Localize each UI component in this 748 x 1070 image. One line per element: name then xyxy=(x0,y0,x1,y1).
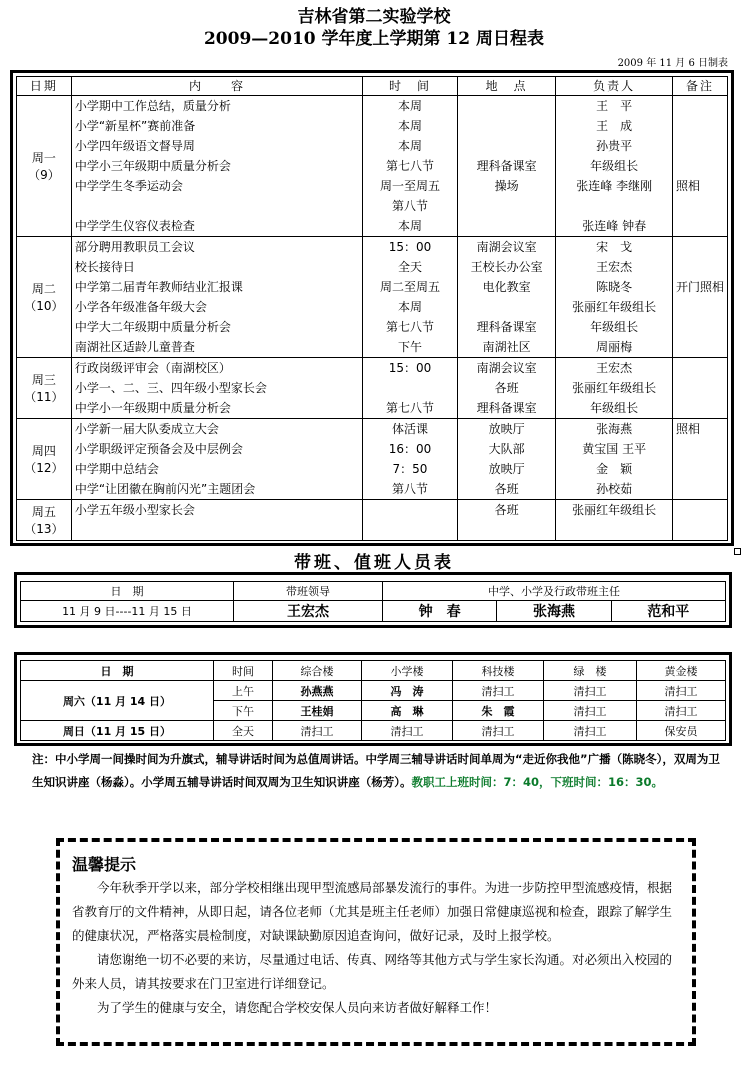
schedule-day-row xyxy=(17,419,728,500)
schedule-content-line: 中学学生冬季运动会 xyxy=(74,179,183,193)
tips-box xyxy=(56,838,696,1046)
schedule-time-line: 15：00 xyxy=(388,240,432,254)
schedule-content-line: 部分聘用教职员工会议 xyxy=(74,240,195,254)
wk-sat: 周六（11 月 14 日） xyxy=(21,681,214,721)
schedule-content-line: 中学小三年级期中质量分析会 xyxy=(74,159,231,173)
duty-table xyxy=(20,581,726,622)
schedule-content-line: 小学“新星杯”赛前准备 xyxy=(74,119,196,133)
schedule-note-line xyxy=(676,136,724,156)
schedule-content-cell xyxy=(71,500,362,541)
wk-header-col: 绿 楼 xyxy=(544,661,637,681)
schedule-note-line xyxy=(676,156,724,176)
duty-head: 钟 春 xyxy=(383,601,497,622)
schedule-place-line: 王校长办公室 xyxy=(470,260,543,274)
schedule-person-line: 张丽红年级组长 xyxy=(572,381,657,395)
wk-header-col: 科技楼 xyxy=(453,661,544,681)
schedule-note-cell xyxy=(672,358,727,419)
schedule-place-line: 操场 xyxy=(494,179,519,193)
wk-cell: 保安员 xyxy=(637,721,726,741)
schedule-time-cell xyxy=(363,358,458,419)
wk-cell: 高 琳 xyxy=(362,701,453,721)
duty-head: 张海燕 xyxy=(497,601,611,622)
schedule-time-line: 本周 xyxy=(397,219,422,233)
schedule-place-line: 大队部 xyxy=(488,442,525,456)
header-date: 日期 xyxy=(17,77,72,96)
schedule-person-line: 张丽红年级组长 xyxy=(572,503,657,517)
schedule-table xyxy=(16,76,728,541)
wk-cell: 孙燕燕 xyxy=(273,681,362,701)
schedule-time-line xyxy=(366,520,454,540)
wk-header-time: 时间 xyxy=(214,661,273,681)
schedule-content-cell xyxy=(71,96,362,237)
day-label: 周三 xyxy=(31,373,56,387)
header-person: 负责人 xyxy=(556,77,673,96)
schedule-time-line: 15：00 xyxy=(388,361,432,375)
schedule-note-line xyxy=(676,337,724,357)
wk-cell: 朱 霞 xyxy=(453,701,544,721)
schedule-time-line: 下午 xyxy=(397,340,422,354)
schedule-time-line xyxy=(366,378,454,398)
schedule-day-row xyxy=(17,500,728,541)
schedule-note-line xyxy=(676,196,724,216)
schedule-place-line xyxy=(461,297,553,317)
schedule-note-line xyxy=(676,257,724,277)
day-number: （10） xyxy=(24,299,64,313)
schedule-time-line xyxy=(366,500,454,520)
day-cell xyxy=(17,419,72,500)
schedule-note-line xyxy=(676,500,724,520)
schedule-person-cell xyxy=(556,96,673,237)
wk-cell: 清扫工 xyxy=(273,721,362,741)
schedule-time-line: 16：00 xyxy=(388,442,432,456)
schedule-time-line: 本周 xyxy=(397,99,422,113)
wk-sun: 周日（11 月 15 日） xyxy=(21,721,214,741)
day-label: 周一 xyxy=(31,151,56,165)
schedule-person-line: 孙贵平 xyxy=(596,139,633,153)
schedule-content-line: 行政岗级评审会（南湖校区） xyxy=(74,361,231,375)
schedule-content-line: 小学新一届大队委成立大会 xyxy=(74,422,219,436)
wk-cell: 清扫工 xyxy=(637,701,726,721)
wk-cell: 清扫工 xyxy=(544,701,637,721)
schedule-person-line: 张连峰 钟春 xyxy=(582,219,647,233)
wk-header-col: 综合楼 xyxy=(273,661,362,681)
schedule-content-line: 南湖社区适龄儿童普查 xyxy=(74,340,195,354)
header-note: 备注 xyxy=(672,77,727,96)
schedule-note-line xyxy=(676,398,724,418)
schedule-note-line xyxy=(676,297,724,317)
schedule-content-line: 小学期中工作总结，质量分析 xyxy=(74,99,231,113)
schedule-person-line: 孙校茹 xyxy=(596,482,633,496)
schedule-time-line: 本周 xyxy=(397,300,422,314)
schedule-place-line xyxy=(461,520,553,540)
day-label: 周四 xyxy=(31,444,56,458)
schedule-place-cell xyxy=(457,419,556,500)
tips-body xyxy=(72,876,684,1020)
schedule-content-line xyxy=(75,520,359,540)
schedule-place-line: 各班 xyxy=(494,503,519,517)
schedule-person-line: 王 成 xyxy=(596,119,633,133)
schedule-content-cell xyxy=(71,237,362,358)
schedule-place-line xyxy=(461,216,553,236)
header-time: 时 间 xyxy=(363,77,458,96)
school-name: 吉林省第二实验学校 xyxy=(297,7,451,27)
schedule-note-line: 照相 xyxy=(675,422,700,436)
schedule-person-line: 金 颖 xyxy=(596,462,633,476)
schedule-note-line xyxy=(676,459,724,479)
wk-header-date: 日 期 xyxy=(21,661,214,681)
note-hours: 教职工上班时间：7：40，下班时间：16：30。 xyxy=(411,775,664,789)
day-number: （12） xyxy=(24,461,64,475)
wk-header-col: 小学楼 xyxy=(362,661,453,681)
table-row xyxy=(21,721,726,741)
schedule-place-cell xyxy=(457,237,556,358)
schedule-place-line: 南湖会议室 xyxy=(476,361,537,375)
schedule-time-line: 本周 xyxy=(397,119,422,133)
schedule-note-line: 照相 xyxy=(675,179,700,193)
schedule-person-line: 王宏杰 xyxy=(596,260,633,274)
tips-paragraph: 为了学生的健康与安全，请您配合学校安保人员向来访者做好解释工作！ xyxy=(97,1000,498,1015)
day-cell xyxy=(17,237,72,358)
schedule-note-line xyxy=(676,317,724,337)
schedule-place-cell xyxy=(457,500,556,541)
schedule-person-line xyxy=(559,520,669,540)
schedule-note-line xyxy=(676,358,724,378)
schedule-content-line: 小学一、二、三、四年级小型家长会 xyxy=(74,381,267,395)
wk-cell: 清扫工 xyxy=(453,721,544,741)
weekend-frame xyxy=(14,652,732,746)
duty-header-head: 中学、小学及行政带班主任 xyxy=(383,582,726,601)
day-label: 周五 xyxy=(31,505,56,519)
schedule-place-line: 南湖会议室 xyxy=(476,240,537,254)
schedule-time-line: 全天 xyxy=(397,260,422,274)
schedule-person-line: 张丽红年级组长 xyxy=(572,300,657,314)
schedule-content-line: 中学学生仪容仪表检查 xyxy=(74,219,195,233)
duty-header-leader: 带班领导 xyxy=(234,582,383,601)
schedule-time-line: 7：50 xyxy=(392,462,428,476)
schedule-content-line xyxy=(75,196,359,216)
schedule-person-line: 陈晓冬 xyxy=(596,280,633,294)
schedule-content-line: 中学小一年级期中质量分析会 xyxy=(74,401,231,415)
duty-date: 11 月 9 日----11 月 15 日 xyxy=(21,601,234,622)
day-cell xyxy=(17,358,72,419)
schedule-note-line xyxy=(676,378,724,398)
schedule-time-cell xyxy=(363,96,458,237)
schedule-frame xyxy=(10,70,734,546)
schedule-place-line xyxy=(461,196,553,216)
wk-cell: 全天 xyxy=(214,721,273,741)
table-row xyxy=(21,681,726,701)
schedule-place-line: 理科备课室 xyxy=(476,159,537,173)
day-number: （9） xyxy=(28,168,60,182)
schedule-person-line: 张连峰 李继刚 xyxy=(576,179,653,193)
schedule-person-line: 宋 戈 xyxy=(596,240,633,254)
schedule-place-line: 南湖社区 xyxy=(482,340,531,354)
day-label: 周二 xyxy=(31,282,56,296)
wk-cell: 王桂娟 xyxy=(273,701,362,721)
schedule-place-line: 放映厅 xyxy=(488,422,525,436)
schedule-day-row xyxy=(17,237,728,358)
schedule-time-cell xyxy=(363,237,458,358)
schedule-place-line: 理科备课室 xyxy=(476,401,537,415)
schedule-content-line: 小学五年级小型家长会 xyxy=(74,503,195,517)
schedule-time-line: 第七八节 xyxy=(385,401,434,415)
day-cell xyxy=(17,500,72,541)
day-number: （11） xyxy=(24,390,64,404)
schedule-place-line: 各班 xyxy=(494,482,519,496)
schedule-time-line: 周二至周五 xyxy=(379,280,440,294)
tips-paragraph: 请您谢绝一切不必要的来访，尽量通过电话、传真、网络等其他方式与学生家长沟通。对必须出入校园的外来人员，请其按要求在门卫室进行详细登记。 xyxy=(72,952,673,991)
schedule-place-line: 各班 xyxy=(494,381,519,395)
duty-leader: 王宏杰 xyxy=(234,601,383,622)
note-text xyxy=(32,748,722,794)
schedule-time-line: 体活课 xyxy=(391,422,428,436)
duty-title: 带班、值班人员表 xyxy=(294,553,454,573)
schedule-note-line xyxy=(676,116,724,136)
schedule-person-cell xyxy=(556,237,673,358)
made-date: 2009 年 11 月 6 日制表 xyxy=(617,58,728,69)
schedule-person-line: 年级组长 xyxy=(590,401,639,415)
schedule-content-line: 中学大二年级期中质量分析会 xyxy=(74,320,231,334)
schedule-content-line: 小学四年级语文督导周 xyxy=(74,139,195,153)
schedule-content-line: 校长接待日 xyxy=(74,260,135,274)
wk-cell: 下午 xyxy=(214,701,273,721)
schedule-note-line xyxy=(676,216,724,236)
schedule-content-cell xyxy=(71,358,362,419)
schedule-person-line: 王宏杰 xyxy=(596,361,633,375)
tips-paragraph: 今年秋季开学以来，部分学校相继出现甲型流感局部暴发流行的事件。为进一步防控甲型流感疫情，根据省教育厅的文件精神，从即日起，请各位老师（尤其是班主任老师）加强日常健康巡视和检查，跟踪了解学生的健康状况，严格落实晨检制度，对缺课缺勤原因追查询问，做好记录，及时上报学校。 xyxy=(72,880,673,943)
wk-cell: 清扫工 xyxy=(637,681,726,701)
wk-cell: 清扫工 xyxy=(453,681,544,701)
schedule-note-line xyxy=(676,520,724,540)
schedule-time-cell xyxy=(363,419,458,500)
wk-cell: 清扫工 xyxy=(544,721,637,741)
tips-heading: 温馨提示 xyxy=(72,855,137,874)
schedule-time-line: 周一至周五 xyxy=(379,179,440,193)
schedule-header-row xyxy=(17,77,728,96)
schedule-person-line: 王 平 xyxy=(596,99,633,113)
schedule-place-line: 电化教室 xyxy=(482,280,531,294)
day-number: （13） xyxy=(24,522,64,536)
schedule-note-line xyxy=(676,96,724,116)
schedule-note-cell xyxy=(672,237,727,358)
schedule-content-line: 小学各年级准备年级大会 xyxy=(74,300,207,314)
schedule-content-line: 中学“让团徽在胸前闪光”主题团会 xyxy=(74,482,256,496)
duty-frame xyxy=(14,572,732,628)
wk-cell: 上午 xyxy=(214,681,273,701)
schedule-time-cell xyxy=(363,500,458,541)
header-content: 内 容 xyxy=(71,77,362,96)
schedule-person-line xyxy=(559,196,669,216)
wk-cell: 清扫工 xyxy=(544,681,637,701)
schedule-day-row xyxy=(17,358,728,419)
schedule-note-cell xyxy=(672,500,727,541)
schedule-place-line xyxy=(461,136,553,156)
note-main: 注：中小学周一间操时间为升旗式，辅导讲话时间为总值周讲话。中学周三辅导讲话时间单周为“走近你我他”广播（陈晓冬），双周为卫生知识讲座（杨淼）。小学周五辅导讲话时间双周为卫生知识讲座（杨芳）。 xyxy=(32,752,720,789)
page-title: 2009—2010 学年度上学期第 12 周日程表 xyxy=(203,29,545,49)
weekend-table xyxy=(20,660,726,741)
wk-header-col: 黄金楼 xyxy=(637,661,726,681)
schedule-note-line xyxy=(676,479,724,499)
schedule-person-line: 年级组长 xyxy=(590,159,639,173)
schedule-place-cell xyxy=(457,358,556,419)
wk-cell: 冯 涛 xyxy=(362,681,453,701)
duty-header-date: 日 期 xyxy=(21,582,234,601)
schedule-content-line: 中学期中总结会 xyxy=(74,462,159,476)
schedule-note-line xyxy=(676,439,724,459)
day-cell xyxy=(17,96,72,237)
schedule-note-cell xyxy=(672,96,727,237)
schedule-place-line xyxy=(461,116,553,136)
schedule-person-cell xyxy=(556,419,673,500)
wk-cell: 清扫工 xyxy=(362,721,453,741)
schedule-content-line: 小学职级评定预备会及中层例会 xyxy=(74,442,243,456)
schedule-note-cell xyxy=(672,419,727,500)
schedule-note-line: 开门照相 xyxy=(675,280,724,294)
schedule-content-cell xyxy=(71,419,362,500)
schedule-place-cell xyxy=(457,96,556,237)
duty-head: 范和平 xyxy=(611,601,725,622)
schedule-note-line xyxy=(676,237,724,257)
schedule-place-line: 放映厅 xyxy=(488,462,525,476)
schedule-place-line xyxy=(461,96,553,116)
schedule-person-cell xyxy=(556,358,673,419)
schedule-day-row xyxy=(17,96,728,237)
schedule-person-line: 张海燕 xyxy=(596,422,633,436)
schedule-time-line: 第八节 xyxy=(391,482,428,496)
schedule-person-line: 年级组长 xyxy=(590,320,639,334)
schedule-time-line: 第七八节 xyxy=(385,320,434,334)
schedule-person-line: 周丽梅 xyxy=(596,340,633,354)
schedule-time-line: 本周 xyxy=(397,139,422,153)
schedule-time-line: 第七八节 xyxy=(385,159,434,173)
header-place: 地 点 xyxy=(457,77,556,96)
schedule-content-line: 中学第二届青年教师结业汇报课 xyxy=(74,280,243,294)
schedule-place-line: 理科备课室 xyxy=(476,320,537,334)
weekend-header-row xyxy=(21,661,726,681)
schedule-person-cell xyxy=(556,500,673,541)
schedule-time-line: 第八节 xyxy=(391,199,428,213)
schedule-person-line: 黄宝国 王平 xyxy=(582,442,647,456)
